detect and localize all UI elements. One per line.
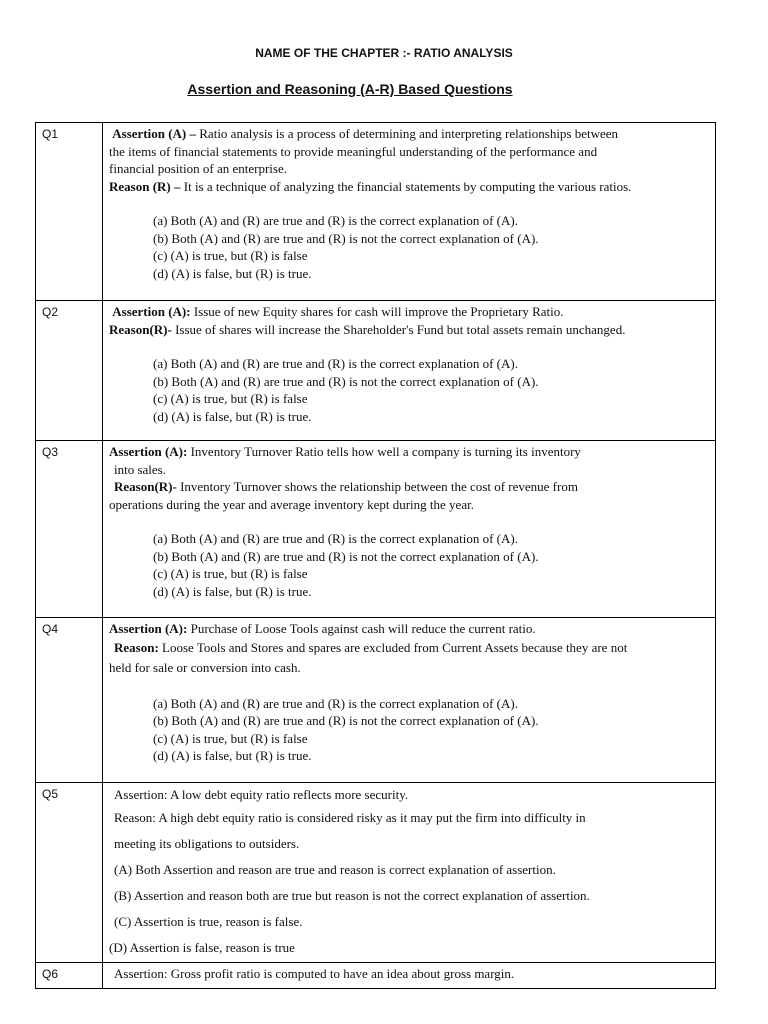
assertion-label: Assertion (A): — [112, 304, 191, 319]
option-b: (b) Both (A) and (R) are true and (R) is not the correct explanation of (A). — [153, 373, 539, 389]
option-d: (D) Assertion is false, reason is true — [109, 940, 295, 955]
reason-text: operations during the year and average inventory kept during the year. — [109, 496, 474, 512]
option-c: (c) (A) is true, but (R) is false — [153, 391, 308, 406]
reason-text: It is a technique of analyzing the financial statements by computing the various ratios. — [180, 178, 632, 194]
question-row-q6 — [36, 963, 716, 989]
assertion-text: the items of financial statements to provide meaningful understanding of the performance and — [109, 143, 598, 159]
question-number: Q6 — [36, 963, 103, 989]
assertion — [109, 443, 709, 461]
option-d: (d) (A) is false, but (R) is true. — [153, 748, 312, 763]
option-b: (b) Both (A) and (R) are true and (R) is not the correct explanation of (A). — [153, 713, 539, 728]
option-c: (C) Assertion is true, reason is false. — [114, 914, 303, 929]
reason-label: Reason (R) – — [109, 178, 181, 194]
reason-text: Loose Tools and Stores and spares are excluded from Current Assets because they are not — [158, 639, 628, 655]
reason-label: Reason(R)- — [109, 321, 172, 337]
reason-label: Reason(R)- — [114, 479, 177, 494]
option-d: (d) (A) is false, but (R) is true. — [153, 265, 312, 281]
option-d: (d) (A) is false, but (R) is true. — [153, 583, 312, 599]
question-number: Q4 — [36, 618, 103, 783]
chapter-heading: NAME OF THE CHAPTER :- RATIO ANALYSIS — [255, 46, 513, 60]
question-row-q5 — [36, 783, 716, 963]
reason-text: Issue of shares will increase the Shareholder's Fund but total assets remain unchanged. — [171, 321, 626, 337]
question-body — [103, 123, 716, 301]
assertion-text: Inventory Turnover Ratio tells how well a company is turning its inventory — [187, 444, 581, 459]
option-c: (c) (A) is true, but (R) is false — [153, 248, 308, 263]
assertion-label: Assertion (A): — [109, 621, 188, 636]
reason — [109, 478, 709, 496]
page-title: Assertion and Reasoning (A-R) Based Questions — [187, 81, 513, 97]
question-number: Q3 — [36, 441, 103, 618]
assertion-text: financial position of an enterprise. — [109, 161, 287, 176]
question-row-q3 — [36, 441, 716, 618]
assertion-text: Issue of new Equity shares for cash will improve the Proprietary Ratio. — [190, 304, 564, 319]
reason-text: meeting its obligations to outsiders. — [114, 836, 300, 851]
assertion — [109, 620, 709, 638]
option-d: (d) (A) is false, but (R) is true. — [153, 408, 312, 424]
question-row-q2 — [36, 301, 716, 441]
question-row-q4 — [36, 618, 716, 783]
option-a: (a) Both (A) and (R) are true and (R) is the correct explanation of (A). — [153, 531, 518, 546]
question-body — [103, 963, 716, 989]
assertion-text: into sales. — [114, 461, 166, 477]
assertion-text: Purchase of Loose Tools against cash will reduce the current ratio. — [187, 621, 536, 636]
assertion: Assertion: A low debt equity ratio reflects more security. — [114, 787, 409, 802]
assertion — [109, 125, 709, 143]
reason-text: Inventory Turnover shows the relationship between the cost of revenue from — [176, 479, 578, 494]
question-number: Q5 — [36, 783, 103, 963]
option-a: (a) Both (A) and (R) are true and (R) is the correct explanation of (A). — [153, 356, 518, 371]
reason-label: Reason: — [114, 639, 159, 655]
assertion-text: Ratio analysis is a process of determining and interpreting relationships between — [196, 126, 619, 141]
assertion — [109, 303, 709, 321]
option-c: (c) (A) is true, but (R) is false — [153, 566, 308, 581]
assertion: Assertion: Gross profit ratio is computed to have an idea about gross margin. — [114, 966, 515, 981]
questions-table — [35, 122, 716, 989]
reason — [109, 321, 709, 339]
assertion-label: Assertion (A) – — [112, 126, 197, 141]
question-body — [103, 441, 716, 618]
assertion-label: Assertion (A): — [109, 444, 188, 459]
question-body — [103, 301, 716, 441]
question-row-q1 — [36, 123, 716, 301]
option-b: (b) Both (A) and (R) are true and (R) is not the correct explanation of (A). — [153, 230, 539, 246]
reason: Reason: A high debt equity ratio is considered risky as it may put the firm into difficulty in — [114, 810, 586, 825]
option-b: (B) Assertion and reason both are true but reason is not the correct explanation of assertion. — [114, 888, 590, 903]
question-body — [103, 783, 716, 963]
option-c: (c) (A) is true, but (R) is false — [153, 730, 308, 746]
option-b: (b) Both (A) and (R) are true and (R) is not the correct explanation of (A). — [153, 548, 539, 564]
question-body — [103, 618, 716, 783]
question-number: Q2 — [36, 301, 103, 441]
reason — [109, 638, 709, 658]
option-a: (a) Both (A) and (R) are true and (R) is the correct explanation of (A). — [153, 213, 518, 228]
option-a: (A) Both Assertion and reason are true and reason is correct explanation of assertion. — [114, 862, 556, 877]
option-a: (a) Both (A) and (R) are true and (R) is the correct explanation of (A). — [153, 695, 518, 711]
question-number: Q1 — [36, 123, 103, 301]
reason-text: held for sale or conversion into cash. — [109, 659, 301, 675]
reason — [109, 178, 709, 196]
